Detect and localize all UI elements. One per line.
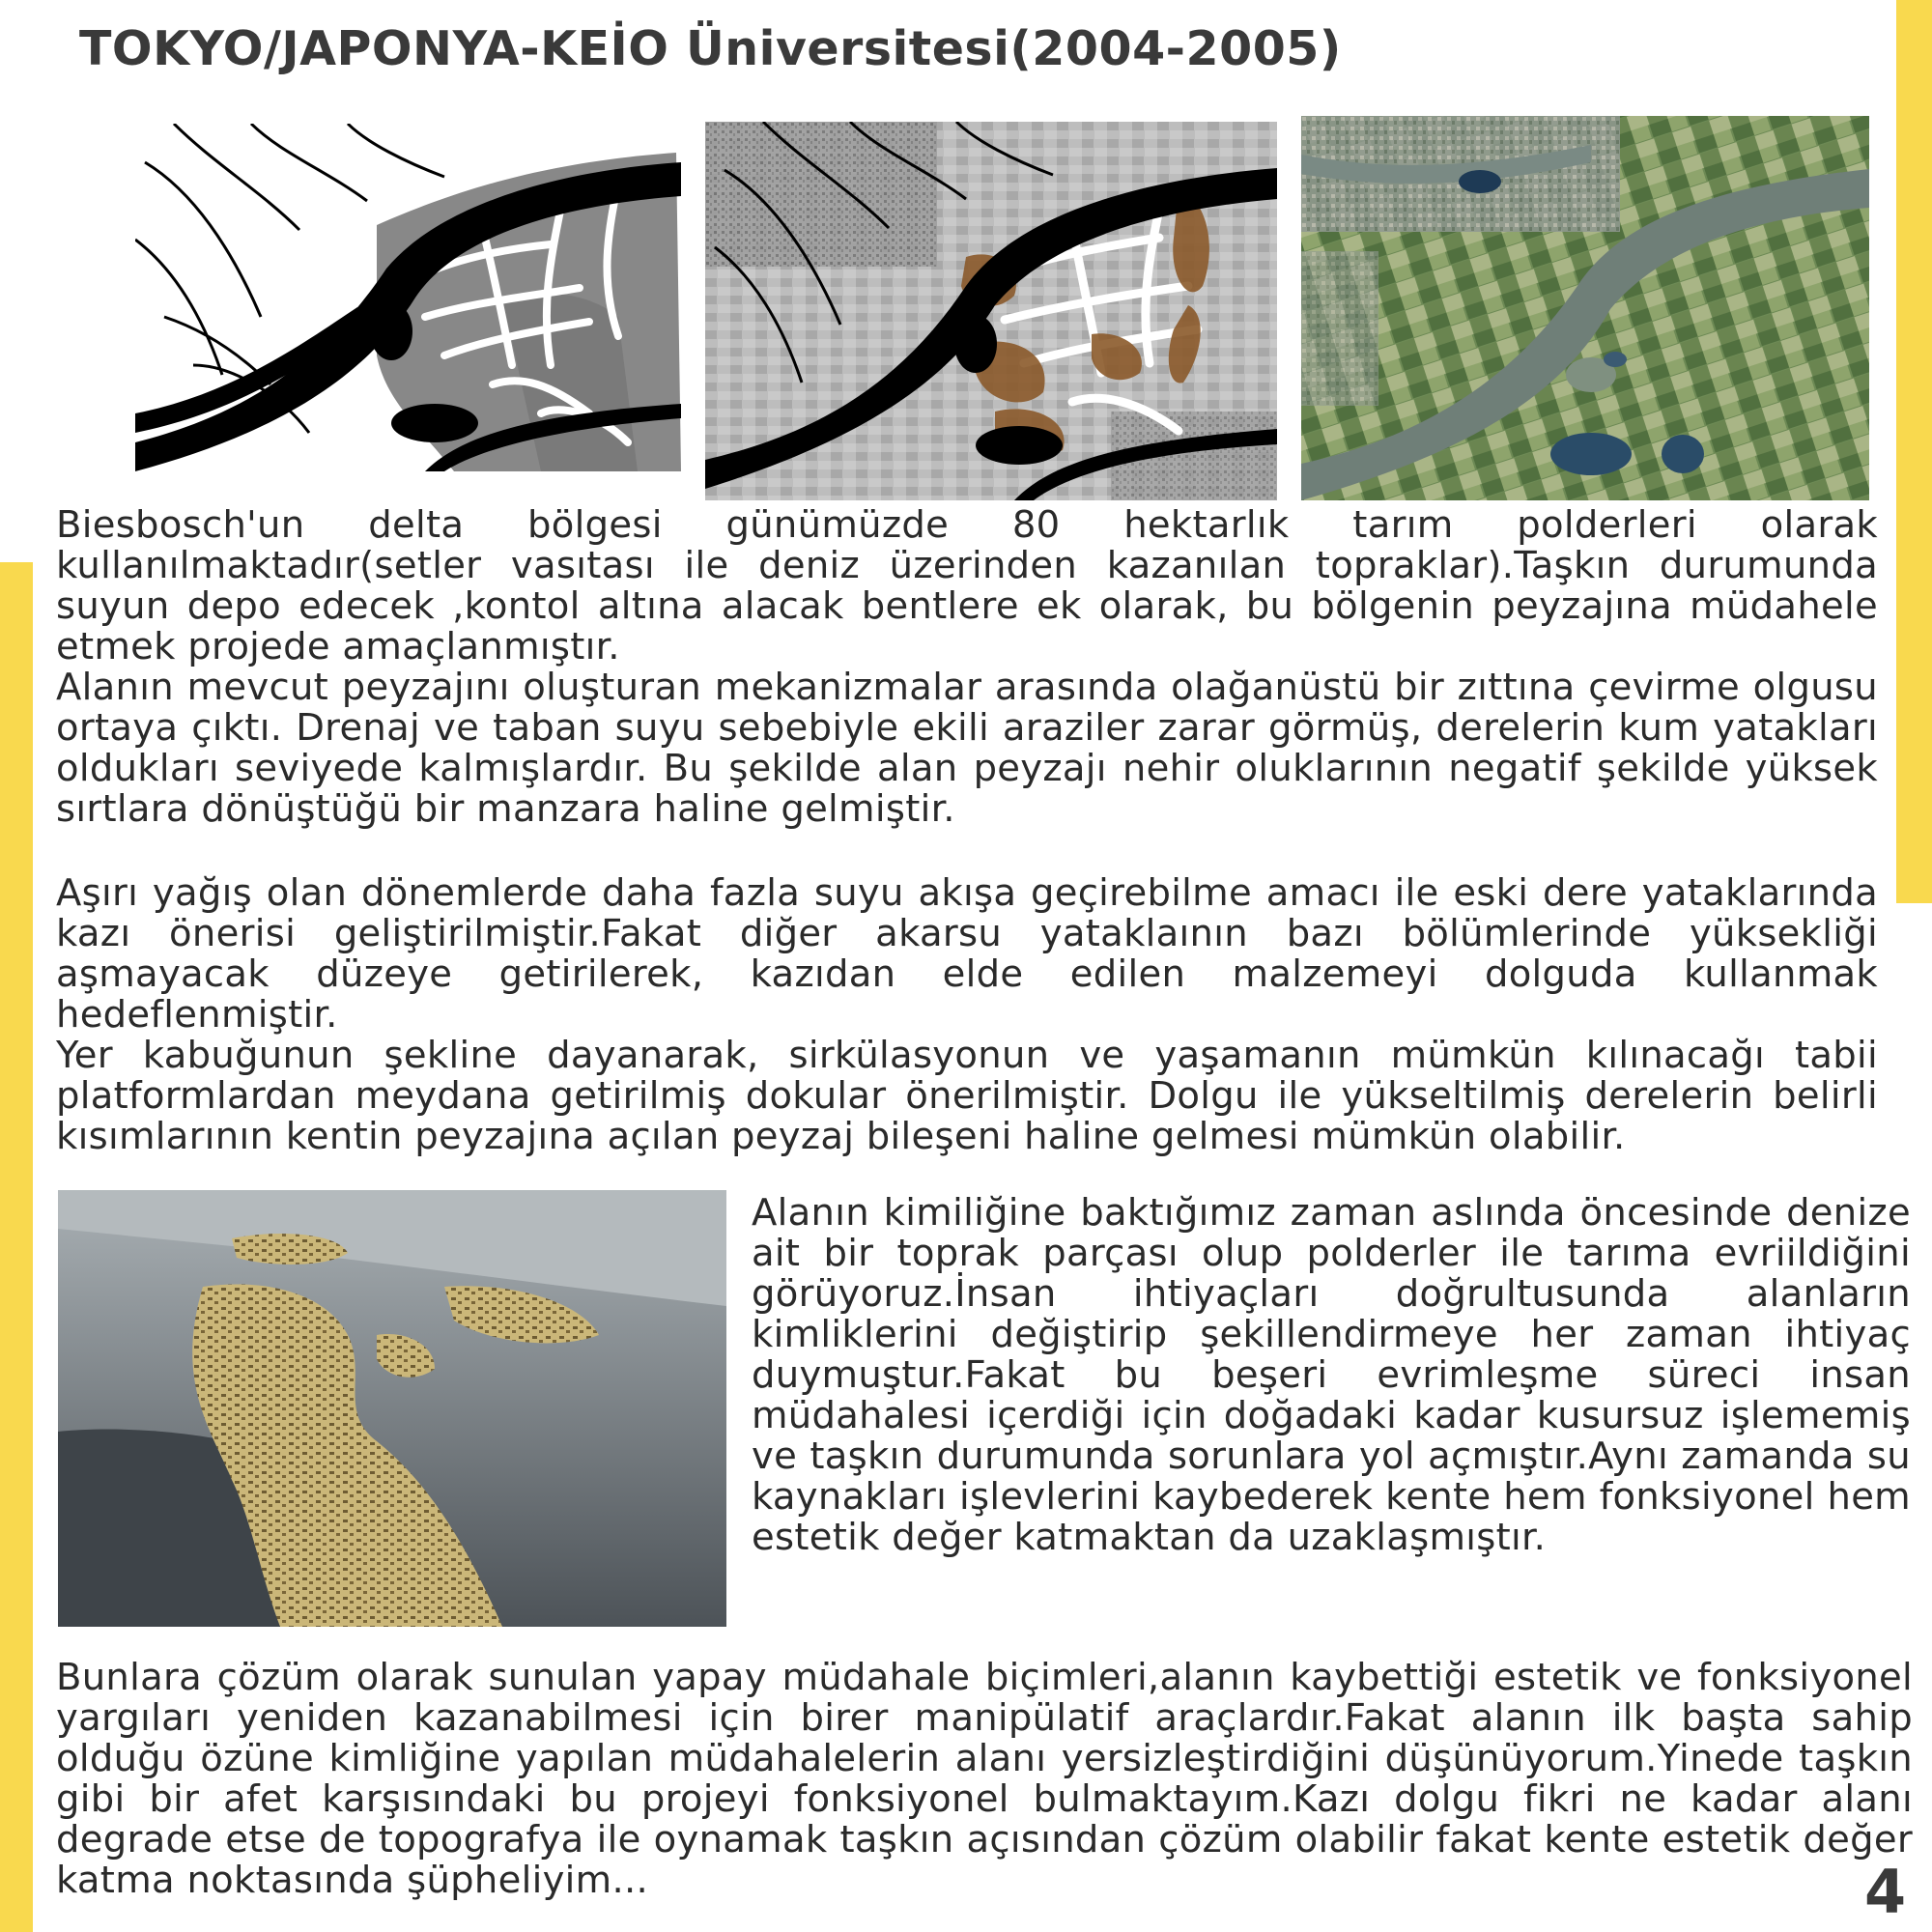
model-photo (58, 1190, 726, 1627)
page-title: TOKYO/JAPONYA-KEİO Üniversitesi(2004-2005) (79, 21, 1342, 76)
paragraph-intro: Biesbosch'un delta bölgesi günümüzde 80 hektarlık tarım polderleri olarak kullanılmaktadır(setler vasıtası ile deniz üzerinden kazanılan topraklar).Taşkın durumunda suyun depo edecek ,kontol altına alacak bentlere ek olarak, bu bölgenin peyzajına müdahele etmek projede amaçlanmıştır. Alanın mevcut peyzajını oluşturan mekanizmalar arasında olağanüstü bir zıttına çevirme olgusu ortaya çıktı. Drenaj ve taban suyu sebebiyle ekili araziler zarar görmüş, derelerin kum yatakları oldukları seviyede kalmışlardır. Bu şekilde alan peyzajı nehir oluklarının negatif şekilde yüksek sırtlara dönüştüğü bir manzara haline gelmiştir. (56, 503, 1878, 831)
delta-overlay-map (705, 122, 1277, 500)
accent-bar-left (0, 562, 33, 1932)
accent-bar-right (1896, 0, 1932, 903)
satellite-photo (1301, 116, 1869, 500)
paragraph-identity: Alanın kimiliğine baktığımız zaman aslında öncesinde denize ait bir toprak parçası olup polderler ile tarıma evriildiğini görüyoruz.İnsan ihtiyaçları doğrultusunda alanların kimliklerini değiştirip şekillendirmeye her zaman ihtiyaç duymuştur.Fakat bu beşeri evrimleşme süreci insan müdahalesi içerdiği için doğadaki kadar kusursuz işlememiş ve taşkın durumunda sorunlara yol açmıştır.Aynı zamanda su kaynakları işlevlerini kaybederek kente hem fonksiyonel hem estetik değer katmaktan da uzaklaşmıştır. (752, 1191, 1911, 1559)
delta-diagram (135, 124, 681, 471)
paragraph-proposal: Aşırı yağış olan dönemlerde daha fazla suyu akışa geçirebilme amacı ile eski dere yataklarında kazı önerisi geliştirilmiştir.Fakat diğer akarsu yataklaının bazı bölümlerinde yüksekliği aşmayacak düzeye getirilerek, kazıdan elde edilen malzemeyi dolguda kullanmak hedeflenmiştir. Yer kabuğunun şekline dayanarak, sirkülasyonun ve yaşamanın mümkün kılınacağı tabii platformlardan meydana getirilmiş dokular önerilmiştir. Dolgu ile yükseltilmiş derelerin belirli kısımlarının kentin peyzajına açılan peyzaj bileşeni haline gelmesi mümkün olabilir. (56, 871, 1878, 1158)
paragraph-conclusion: Bunlara çözüm olarak sunulan yapay müdahale biçimleri,alanın kaybettiği estetik ve fonksiyonel yargıları yeniden kazanabilmesi için birer manipülatif araçlardır.Fakat alanın ilk başta sahip olduğu özüne kimliğine yapılan müdahalelerin alanı yersizleştirdiğini düşünüyorum.Yinede taşkın gibi bir afet karşısındaki bu projeyi fonksiyonel bulmaktayım.Kazı dolgu fikri ne kadar alanı degrade etse de topografya ile oynamak taşkın açısından çözüm olabilir fakat kente estetik değer katma noktasında şüpheliyim... (56, 1656, 1913, 1902)
page-number: 4 (1864, 1857, 1907, 1927)
